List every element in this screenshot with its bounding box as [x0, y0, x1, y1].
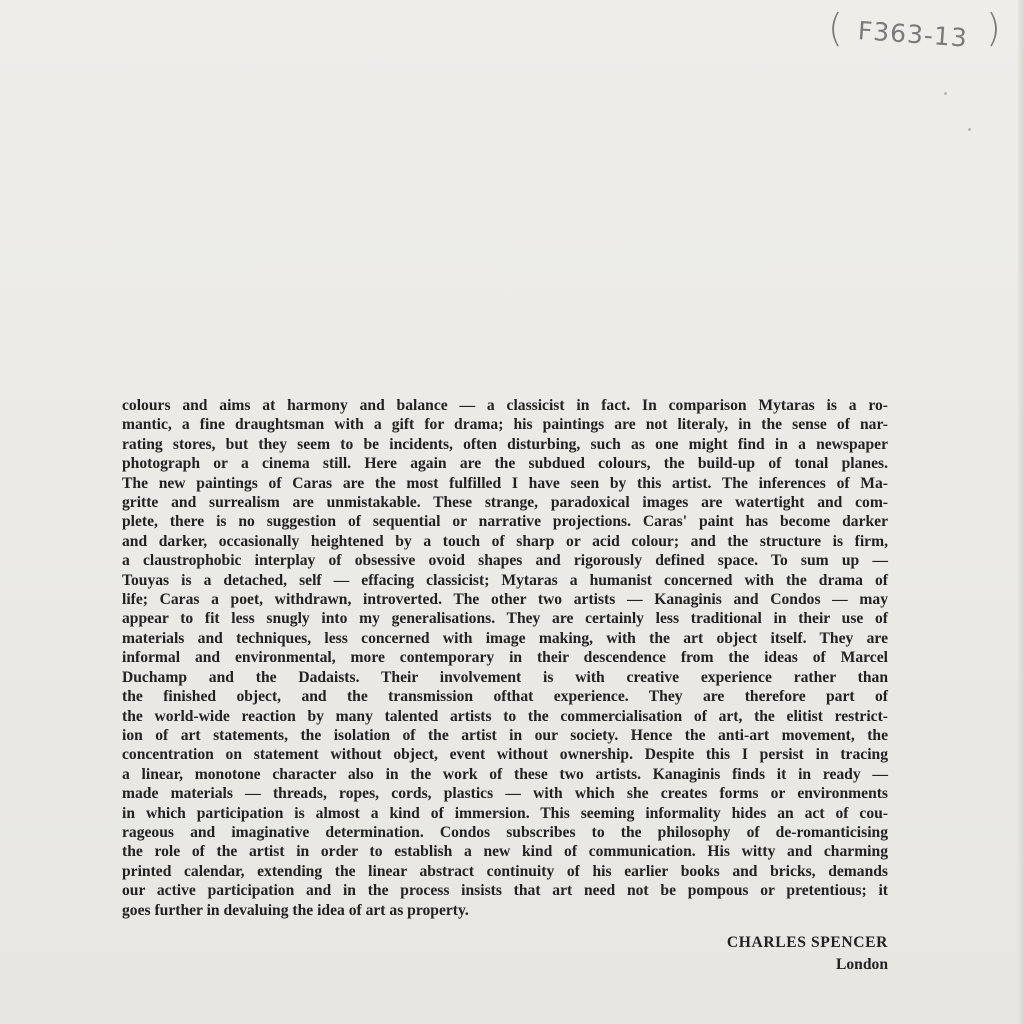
- essay-line: our active participation and in the process insists that art need not be pompous or pretentious; it: [122, 882, 888, 900]
- essay-line: informal and environmental, more contemporary in their descendence from the ideas of Marcel: [122, 649, 888, 667]
- archive-reference-mark: [828, 4, 1004, 56]
- essay-line: appear to fit less snugly into my generalisations. They are certainly less traditional in their use of: [122, 610, 888, 628]
- essay-line: gritte and surrealism are unmistakable. These strange, paradoxical images are watertight and com-: [122, 494, 888, 512]
- paper-speck: [944, 92, 947, 95]
- essay-line: life; Caras a poet, withdrawn, introverted. The other two artists — Kanaginis and Condos — may: [122, 591, 888, 609]
- page-edge: [1018, 0, 1024, 1024]
- essay-text: [122, 396, 888, 920]
- essay-line: photograph or a cinema still. Here again are the subdued colours, the build-up of tonal planes.: [122, 455, 888, 473]
- essay-line: in which participation is almost a kind of immersion. This seeming informality hides an act of cou-: [122, 804, 888, 822]
- essay-line: Duchamp and the Dadaists. Their involvement is with creative experience rather than: [122, 668, 888, 686]
- archive-mark-paren-left: (: [828, 6, 843, 50]
- essay-line: made materials — threads, ropes, cords, plastics — with which she creates forms or environments: [122, 785, 888, 803]
- essay-line: printed calendar, extending the linear abstract continuity of his earlier books and bricks, demands: [122, 862, 888, 880]
- author-name: CHARLES SPENCER: [726, 934, 888, 951]
- essay-line: the world-wide reaction by many talented artists to the commercialisation of art, the elitist restrict-: [122, 707, 888, 725]
- essay-line: rageous and imaginative determination. Condos subscribes to the philosophy of de-romanticising: [122, 823, 888, 841]
- essay-line: materials and techniques, less concerned with image making, with the art object itself. They are: [122, 629, 888, 647]
- essay-line: rating stores, but they seem to be incidents, often disturbing, such as one might find in a newspaper: [122, 435, 888, 453]
- essay-line: a linear, monotone character also in the work of these two artists. Kanaginis finds it in ready —: [122, 765, 888, 783]
- essay-line: plete, there is no suggestion of sequential or narrative projections. Caras' paint has become darker: [122, 513, 888, 531]
- author-location: London: [835, 956, 888, 973]
- archive-mark-paren-right: ): [986, 6, 1001, 50]
- archive-mark-code: F363-13: [856, 16, 969, 53]
- essay-line: concentration on statement without object, event without ownership. Despite this I persist in tracing: [122, 746, 888, 764]
- essay-line: mantic, a fine draughtsman with a gift for drama; his paintings are not literaly, in the sense of nar-: [122, 416, 888, 434]
- essay-line: and darker, occasionally heightened by a touch of sharp or acid colour; and the structure is firm,: [122, 532, 888, 550]
- signature-block: [727, 932, 888, 976]
- essay-line: The new paintings of Caras are the most fulfilled I have seen by this artist. The inferences of Ma-: [122, 474, 888, 492]
- essay-line: the role of the artist in order to establish a new kind of communication. His witty and charming: [122, 843, 888, 861]
- essay-line: a claustrophobic interplay of obsessive ovoid shapes and rigorously defined space. To sum up —: [122, 552, 888, 570]
- essay-line: Touyas is a detached, self — effacing classicist; Mytaras a humanist concerned with the drama of: [122, 571, 888, 589]
- essay-line: goes further in devaluing the idea of art as property.: [122, 901, 469, 919]
- paper-speck: [968, 128, 971, 131]
- essay-line: the finished object, and the transmission ofthat experience. They are therefore part of: [122, 688, 888, 706]
- essay-line: colours and aims at harmony and balance — a classicist in fact. In comparison Mytaras is a ro-: [122, 397, 888, 414]
- essay-line: ion of art statements, the isolation of the artist in our society. Hence the anti-art movement, the: [122, 726, 888, 744]
